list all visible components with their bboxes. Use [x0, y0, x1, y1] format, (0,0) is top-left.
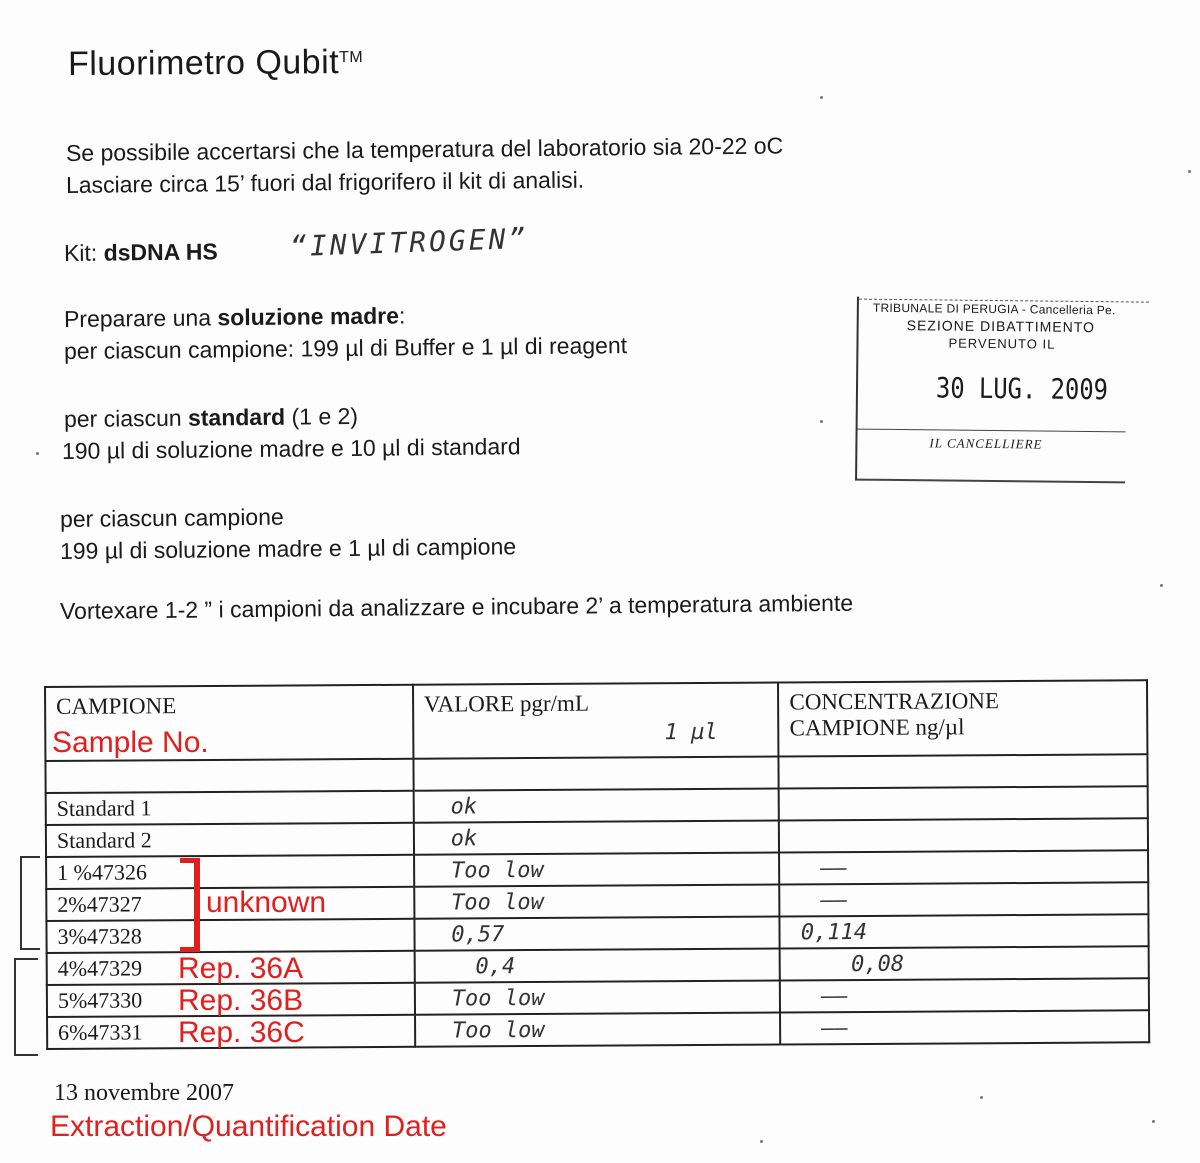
madre-pre: Preparare una [63, 304, 218, 332]
cell-conc [779, 754, 1148, 788]
title-text: Fluorimetro Qubit [67, 43, 340, 84]
pencil-bracket-lower [14, 958, 38, 1056]
standard-line-2: 190 µl di soluzione madre e 10 µl di standard [61, 433, 521, 464]
cell-conc: —— [780, 1010, 1149, 1044]
cell-value: Too low [415, 1013, 781, 1047]
pencil-bracket-upper [20, 856, 40, 950]
header-valore-handwritten: 1 µl [664, 719, 718, 746]
madre-line-1 [64, 302, 406, 333]
cell-conc: 0,08 [780, 946, 1149, 980]
header-valore [413, 683, 779, 759]
cell-value: Too low [414, 885, 780, 919]
cell-conc [779, 818, 1148, 852]
stamp-line-1: TRIBUNALE DI PERUGIA - Cancelleria Pe. [872, 300, 1116, 318]
kit-name: dsDNA HS [103, 238, 218, 266]
stamp-signature-label: IL CANCELLIERE [929, 435, 1043, 452]
madre-bold: soluzione madre [217, 302, 400, 331]
scan-speck [980, 1096, 983, 1099]
campione-line-2: 199 µl di soluzione madre e 1 µl di campione [59, 533, 517, 564]
scan-speck [1152, 1120, 1155, 1123]
cell-conc: 0,114 [780, 914, 1149, 948]
header-concentrazione [778, 680, 1147, 756]
cell-sample: Standard 1 [46, 791, 414, 825]
kit-handwritten-note: “INVITROGEN” [289, 221, 529, 264]
cell-value: Too low [414, 853, 780, 887]
trademark-mark: TM [339, 48, 364, 67]
vortex-line: Vortexare 1-2 ” i campioni da analizzare e incubare 2’ a temperatura ambiente [59, 589, 854, 624]
annotation-sample-no: Sample No. [52, 726, 209, 759]
cell-value: ok [414, 821, 780, 855]
scan-speck [1160, 584, 1163, 587]
cell-sample: 1 %47326 [46, 855, 414, 889]
table-header-row [45, 680, 1147, 761]
cell-conc: —— [779, 850, 1148, 884]
madre-line-2: per ciascun campione: 199 µl di Buffer e 1 µl di reagent [63, 332, 628, 364]
scan-speck [36, 452, 39, 455]
cell-value: 0,57 [414, 917, 780, 951]
standard-line-1 [64, 403, 358, 433]
annotation-unknown-bracket [180, 858, 200, 952]
court-stamp [855, 297, 1129, 484]
scan-speck [820, 96, 823, 99]
cell-sample: 6%47331 [47, 1015, 415, 1049]
cell-sample: 2%47327 [46, 887, 414, 921]
document-title [68, 43, 364, 84]
annotation-rep-36b: Rep. 36B [178, 984, 304, 1017]
stamp-bottom-rule [857, 479, 1125, 484]
annotation-date-label: Extraction/Quantification Date [50, 1110, 447, 1143]
cell-value: Too low [415, 981, 781, 1015]
cell-conc: —— [780, 978, 1149, 1012]
annotation-rep-36c: Rep. 36C [178, 1016, 305, 1049]
kit-line [64, 238, 218, 267]
cell-sample: 5%47330 [47, 983, 415, 1017]
annotation-unknown: unknown [206, 886, 327, 919]
cell-sample: 3%47328 [46, 919, 414, 953]
stamp-middle-rule [858, 429, 1126, 433]
scan-speck [760, 1140, 763, 1143]
cell-conc [779, 786, 1148, 820]
stamp-line-2: SEZIONE DIBATTIMENTO [906, 317, 1096, 336]
cell-conc: —— [780, 882, 1149, 916]
header-valore-text: VALORE pgr/mL [423, 690, 590, 717]
header-campione-text: CAMPIONE [56, 693, 177, 719]
intro-line-1: Se possibile accertarsi che la temperatura del laboratorio sia 20-22 oC [65, 132, 784, 166]
intro-line-2: Lasciare circa 15’ fuori dal frigorifero il kit di analisi. [65, 166, 585, 198]
scan-speck [820, 420, 823, 423]
annotation-rep-36a: Rep. 36A [178, 952, 304, 985]
cell-sample [45, 759, 413, 793]
document-date: 13 novembre 2007 [54, 1080, 234, 1106]
cell-sample: Standard 2 [46, 823, 414, 857]
campione-line-1: per ciascun campione [59, 503, 284, 532]
standard-pre: per ciascun [63, 404, 189, 432]
stamp-line-3: PERVENUTO IL [948, 335, 1056, 352]
header-conc-line-2: CAMPIONE ng/µl [789, 714, 965, 741]
kit-label: Kit: [63, 239, 104, 266]
scan-speck [1188, 170, 1191, 173]
stamp-date: 30 LUG. 2009 [935, 371, 1109, 407]
cell-sample: 4%47329 [47, 951, 415, 985]
cell-value [413, 757, 779, 791]
cell-value: ok [413, 789, 779, 823]
madre-post: : [398, 302, 406, 329]
standard-post: (1 e 2) [285, 402, 359, 430]
standard-bold: standard [187, 403, 286, 431]
cell-value: 0,4 [414, 949, 780, 983]
header-conc-line-1: CONCENTRAZIONE [789, 688, 1000, 715]
